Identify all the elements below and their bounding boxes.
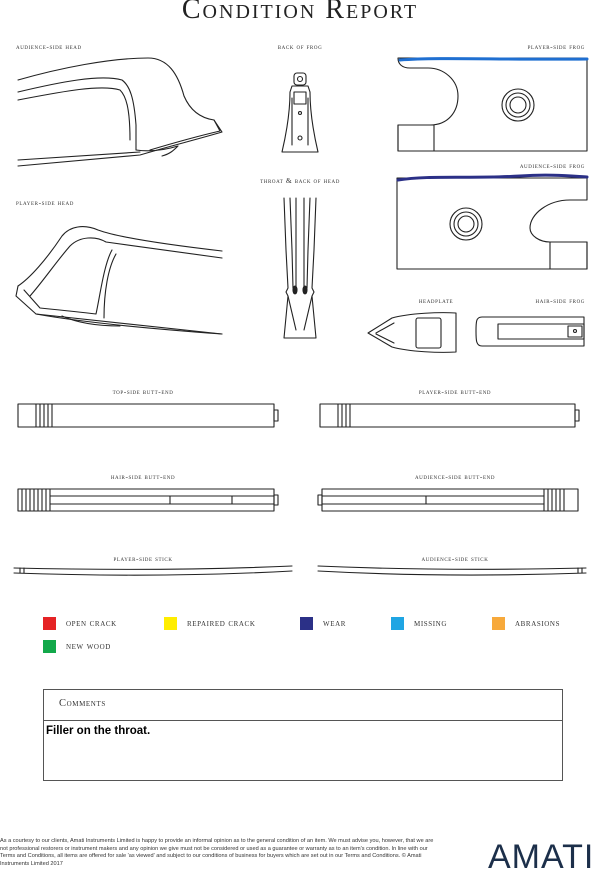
legend-item-abrasions (492, 617, 560, 630)
label-player-side-frog: player-side frog (527, 42, 585, 51)
legend-label: repaired crack (187, 618, 256, 629)
audience-side-stick-drawing (318, 566, 586, 575)
legend-item-missing (391, 617, 447, 630)
swatch-open-crack (43, 617, 56, 630)
audience-side-butt-end-drawing (318, 489, 578, 511)
label-hair-side-butt-end: hair-side butt-end (110, 472, 176, 481)
swatch-wear (300, 617, 313, 630)
comments-heading: Comments (44, 690, 562, 721)
comments-box (43, 689, 563, 781)
hair-side-frog-drawing (476, 317, 584, 346)
top-side-butt-end-drawing (18, 404, 278, 427)
disclaimer-text: As a courtesy to our clients, Amati Instruments Limited is happy to provide an informal opinion as to the general condition of an item. We must advise you, however, that we are not professional restorers or instrument makers and any opinion we give must not be considered or used as a guarantee or warranty as to an item's condition. In line with our Terms and Conditions, all items are offered for sale 'as viewed' and subject to our conditions of business for buyers which are set out in our Terms and Conditions. © Amati Instruments Limited 2017 (0, 838, 434, 868)
label-audience-side-butt-end: audience-side butt-end (414, 472, 496, 481)
label-top-side-butt-end: top-side butt-end (112, 387, 174, 396)
label-throat-back-of-head: throat & back of head (260, 176, 340, 185)
player-side-frog-drawing (398, 58, 587, 151)
label-hair-side-frog: hair-side frog (535, 296, 585, 305)
audience-side-frog-drawing (397, 178, 587, 269)
player-frog-marking (400, 59, 587, 60)
legend-item-repaired-crack (164, 617, 255, 630)
legend-label: abrasions (515, 618, 561, 629)
legend-label: open crack (66, 618, 117, 629)
throat-back-of-head-drawing (284, 198, 316, 338)
back-of-frog-drawing (282, 73, 318, 152)
legend-item-wear (300, 617, 346, 630)
legend-item-open-crack (43, 617, 117, 630)
swatch-abrasions (492, 617, 505, 630)
label-player-side-stick: player-side stick (113, 554, 173, 563)
label-headplate: headplate (418, 296, 454, 305)
player-side-head-drawing (16, 227, 222, 334)
label-audience-side-frog: audience-side frog (519, 161, 585, 170)
label-player-side-head: player-side head (16, 198, 74, 207)
swatch-missing (391, 617, 404, 630)
swatch-new-wood (43, 640, 56, 653)
swatch-repaired-crack (164, 617, 177, 630)
player-side-stick-drawing (14, 566, 292, 575)
legend-item-new-wood (43, 640, 111, 653)
label-audience-side-head: audience-side head (16, 42, 82, 51)
legend-label: new wood (66, 641, 111, 652)
comments-text[interactable]: Filler on the throat. (46, 725, 151, 737)
headplate-drawing (368, 313, 456, 353)
audience-side-head-drawing (18, 58, 222, 166)
brand-logo: AMATI (488, 838, 595, 876)
label-player-side-butt-end: player-side butt-end (418, 387, 492, 396)
label-audience-side-stick: audience-side stick (421, 554, 489, 563)
hair-side-butt-end-drawing (18, 489, 278, 511)
player-side-butt-end-drawing (320, 404, 579, 427)
legend-label: wear (323, 618, 347, 629)
label-back-of-frog: back of frog (277, 42, 323, 51)
page-title: Condition Report (181, 0, 419, 25)
legend-label: missing (414, 618, 447, 629)
